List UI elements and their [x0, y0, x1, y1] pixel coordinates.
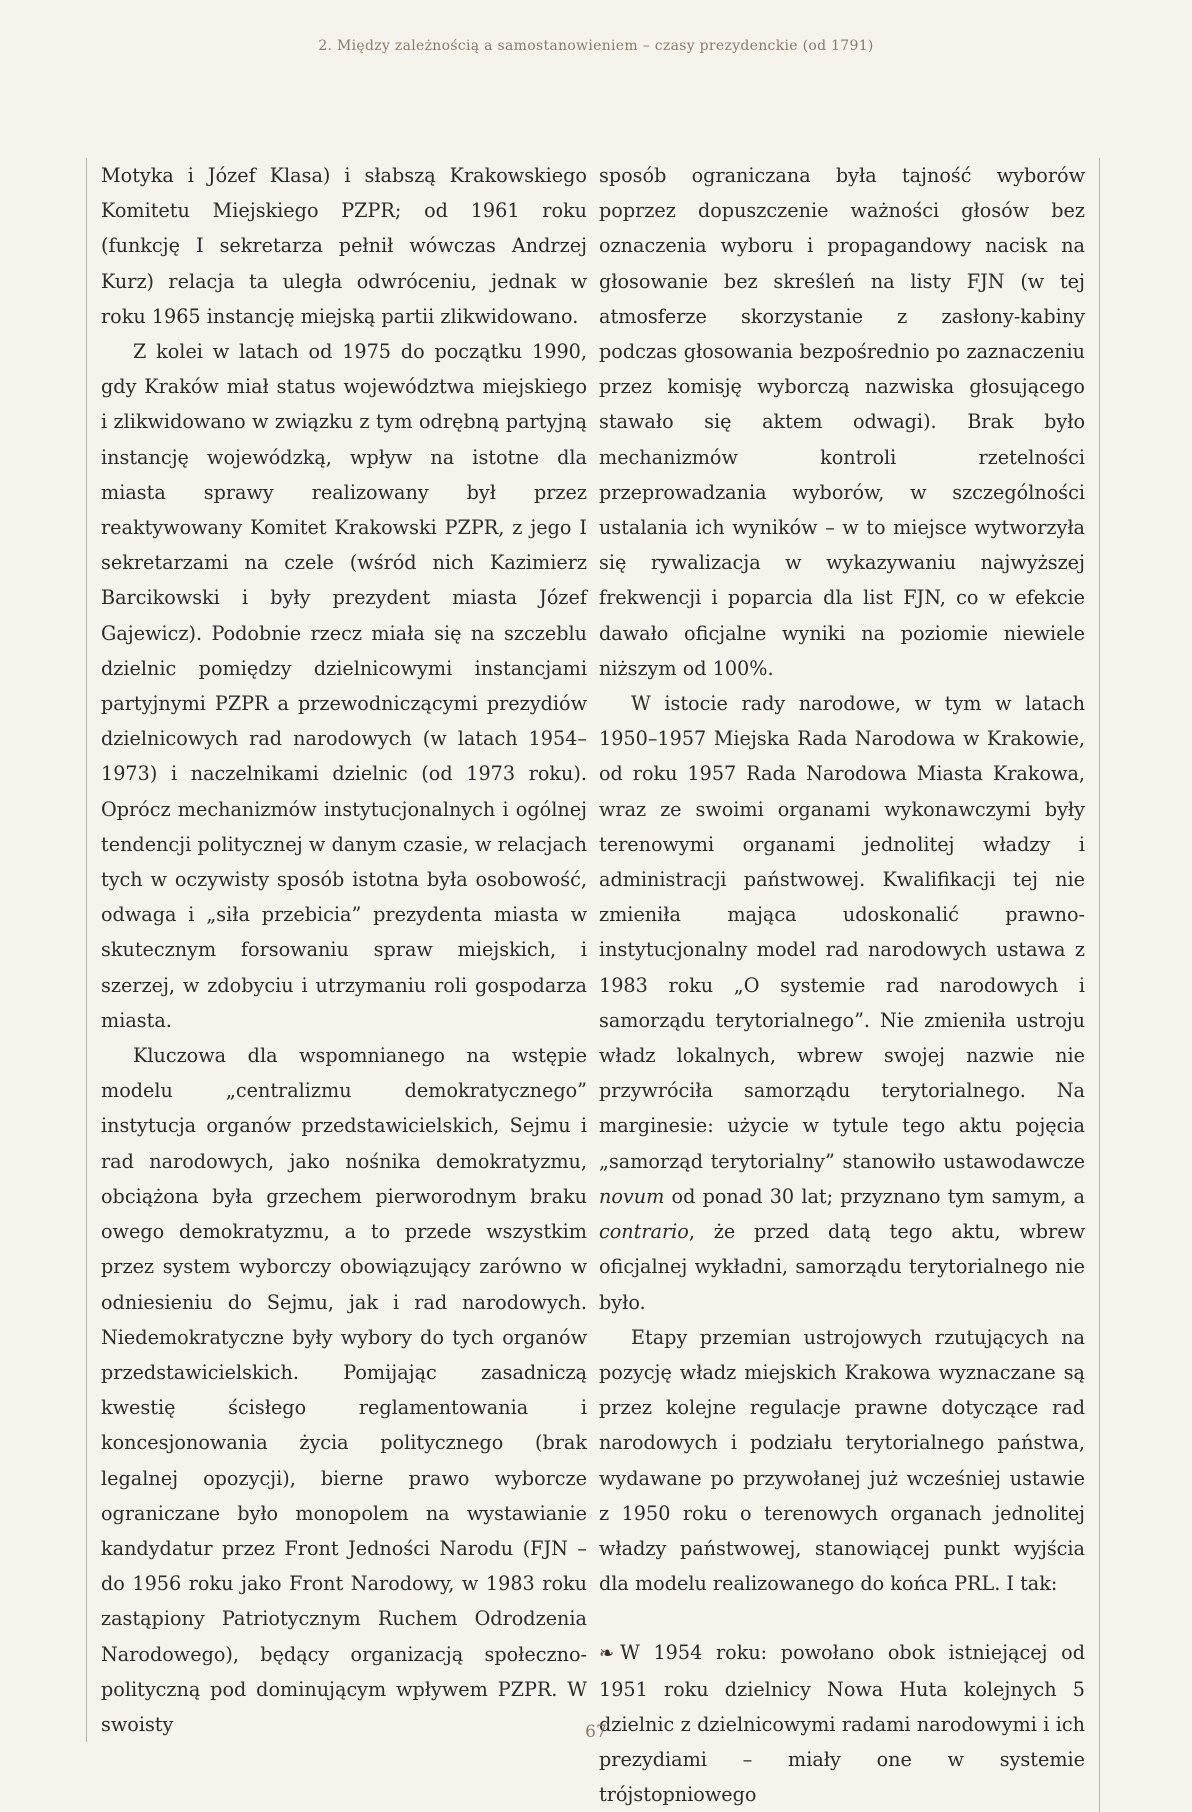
left-column — [86, 158, 587, 1742]
latin-term: novum — [599, 1184, 665, 1208]
bullet-text: W 1954 roku: powołano obok istniejącej od 1951 roku dzielnicy Nowa Huta kolejnych 5 dzielnic z dzielnicowymi radami narodowymi i ich prezydiami – miały one w systemie trójstopniowego — [599, 1641, 1085, 1807]
paragraph: Z kolei w latach od 1975 do początku 1990, gdy Kraków miał status województwa miejskiego i zlikwidowano w związku z tym odrębną partyjną instancję wojewódzką, wpływ na istotne dla miasta sprawy realizowany był przez reaktywowany Komitet Krakowski PZPR, z jego I sekretarzami na czele (wśród nich Kazimierz Barcikowski i były prezydent miasta Józef Gajewicz). Podobnie rzecz miała się na szczeblu dzielnic pomiędzy dzielnicowymi instancjami partyjnymi PZPR a przewodniczącymi prezydiów dzielnicowych rad narodowych (w latach 1954–1973) i naczelnikami dzielnic (od 1973 roku). Oprócz mechanizmów instytucjonalnych i ogólnej tendencji politycznej w danym czasie, w relacjach tych w oczywisty sposób istotna była osobowość, odwaga i „siła przebicia” prezydenta miasta w skutecznym forsowaniu spraw miejskich, i szerzej, w zdobyciu i utrzymaniu roli gospodarza miasta. — [101, 340, 587, 1032]
paragraph: Kluczowa dla wspomnianego na wstępie modelu „centralizmu demokratycznego” instytucja organów przedstawicielskich, Sejmu i rad narodowych, jako nośnika demokratyzmu, obciążona była grzechem pierworodnym braku owego demokratyzmu, a to przede wszystkim przez system wyborczy obowiązujący zarówno w odniesieniu do Sejmu, jak i rad narodowych. Niedemokratyczne były wybory do tych organów przedstawicielskich. Pomijając zasadniczą kwestię ścisłego reglamentowania i koncesjonowania życia politycznego (brak legalnej opozycji), bierne prawo wyborcze ograniczane było monopolem na wystawianie kandydatur przez Front Jedności Narodu (FJN – do 1956 roku jako Front Narodowy, w 1983 roku zastąpiony Patriotycznym Ruchem Odrodzenia Narodowego), będący organizacją społeczno-polityczną pod dominującym wpływem PZPR. W swoisty — [101, 1044, 587, 1736]
running-head: 2. Między zależnością a samostanowieniem – czasy prezydenckie (od 1791) — [318, 38, 874, 54]
paragraph: Motyka i Józef Klasa) i słabszą Krakowskiego Komitetu Miejskiego PZPR; od 1961 roku (funkcję I sekretarza pełnił wówczas Andrzej Kurz) relacja ta uległa odwróceniu, jednak w roku 1965 instancję miejską partii zlikwidowano. — [101, 164, 587, 328]
paragraph-text: , że przed datą tego aktu, wbrew oficjalnej wykładni, samorządu terytorialnego nie było. — [599, 1220, 1085, 1314]
paragraph-text: W istocie rady narodowe, w tym w latach 1950–1957 Miejska Rada Narodowa w Krakowie, od roku 1957 Rada Narodowa Miasta Krakowa, wraz ze swoimi organami wykonawczymi były terenowymi organami jednolitej władzy i administracji państwowej. Kwalifikacji tej nie zmieniła mająca udoskonalić prawno-instytucjonalny model rad narodowych ustawa z 1983 roku „O systemie rad narodowych i samorządu terytorialnego”. Nie zmieniła ustroju władz lokalnych, wbrew swojej nazwie nie przywróciła samorządu terytorialnego. Na marginesie: użycie w tytule tego aktu pojęcia „samorząd terytorialny” stanowiło ustawodawcze — [599, 692, 1085, 1173]
paragraph — [599, 686, 1085, 1320]
page-number: 67 — [585, 1722, 607, 1742]
right-column — [599, 158, 1100, 1812]
paragraph: Etapy przemian ustrojowych rzutujących na pozycję władz miejskich Krakowa wyznaczane są przez kolejne regulacje prawne dotyczące rad narodowych i podziału terytorialnego państwa, wydawane po przywołanej już wcześniej ustawie z 1950 roku o terenowych organach jednolitej władzy państwowej, stanowiącej punkt wyjścia dla modelu realizowanego do końca PRL. I tak: — [599, 1325, 1085, 1596]
paragraph: sposób ograniczana była tajność wyborów poprzez dopuszczenie ważności głosów bez oznaczenia wyboru i propagandowy nacisk na głosowanie bez skreśleń na listy FJN (w tej atmosferze skorzystanie z zasłony-kabiny podczas głosowania bezpośrednio po zaznaczeniu przez komisję wyborczą nazwiska głosującego stawało się aktem odwagi). Brak było mechanizmów kontroli rzetelności przeprowadzania wyborów, w szczególności ustalania ich wyników – w to miejsce wytworzyła się rywalizacja w wykazywaniu najwyższej frekwencji i poparcia dla list FJN, co w efekcie dawało oficjalne wyniki na poziomie niewiele niższym od 100%. — [599, 164, 1085, 680]
latin-term: contrario — [599, 1220, 689, 1244]
fleuron-icon: ❧ — [599, 1643, 615, 1665]
paragraph-text: od ponad 30 lat; przyznano tym samym, a — [671, 1184, 1085, 1208]
